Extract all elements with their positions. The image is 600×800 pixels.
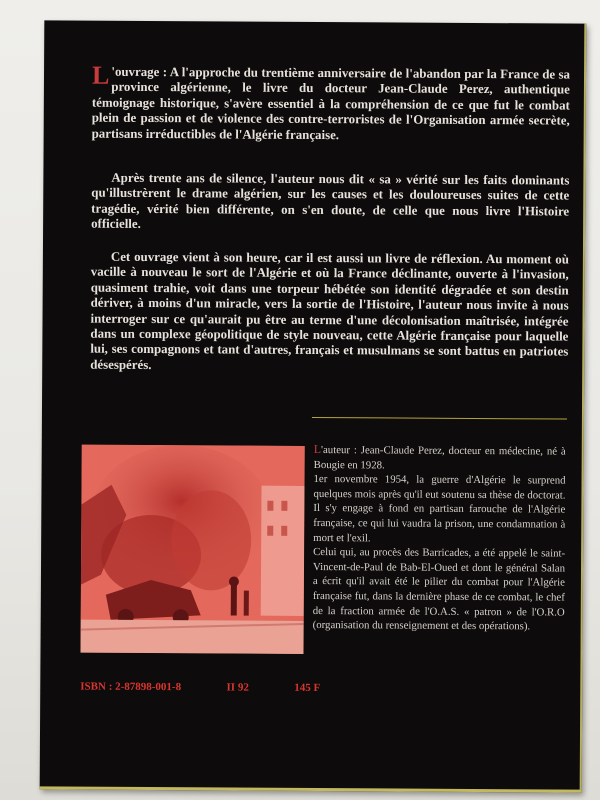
paragraph-reflexion: Cet ouvrage vient à son heure, car il est aussi un livre de réflexion. Au moment où vacille à nouveau le sort de l'Algérie et où la France déclinante, ouverte à l'invasion, quasiment trahie, voit dans une torpeur hébétée son identité dégradée et son destin dériver, à moins d'un miracle, vers la sortie de l'Histoire, l'auteur nous invite à nous interroger sur ce qu'aurait pu être au terme d'une décolonisation maîtrisée, intégrée dans un complexe géopolitique de style nouveau, cette Algérie française pour laquelle lui, ses compagnons et tant d'autres, français et musulmans se sont battus en patriotes désespérés. <box>90 249 569 372</box>
intro-paragraph <box>91 60 571 145</box>
isbn-price-row <box>80 681 320 694</box>
author-bio-war: 1er novembre 1954, la guerre d'Algérie le surprend quelques mois après qu'il eut soutenu sa thèse de doctorat. Il s'y engage à fond en partisan farouche de l'Algérie française, ce qui lui vaudra la prison, une condamnation à mort et l'exil. <box>313 473 566 544</box>
price: 145 F <box>294 681 321 695</box>
catalog-code: II 92 <box>226 681 249 694</box>
isbn-number: ISBN : 2-87898-001-8 <box>80 680 182 694</box>
gold-divider <box>312 417 567 420</box>
book-back-cover <box>40 20 587 792</box>
author-bio-intro <box>314 442 566 474</box>
photo-artwork <box>80 445 304 654</box>
drop-cap-intro: L <box>91 60 110 90</box>
cover-photo-explosion <box>80 445 304 654</box>
author-bio-oas: Celui qui, au procès des Barricades, a été appelé le saint-Vincent-de-Paul de Bab-El-Oued et dont le général Salan a écrit qu'il avait été le pilier du combat pour l'Algérie française fut, dans la dernière phase de ce combat, le chef de la fraction armée de l'O.A.S. « patron » de l'O.R.O (organisation du renseignement et des opérations). <box>312 546 566 633</box>
paragraph-silence: Après trente ans de silence, l'auteur nous dit « sa » vérité sur les faits dominants qu'illustrèrent le drame algérien, sur les causes et les douloureuses suites de cette tragédie, vérité bien différente, on s'en doute, de celle que nous livre l'Histoire officielle. <box>91 170 570 232</box>
drop-cap-author: L <box>313 442 322 457</box>
author-bio-line1: 'auteur : Jean-Claude Perez, docteur en médecine, né à Bougie en 1928. <box>313 444 566 472</box>
author-bio <box>313 442 566 634</box>
intro-text: 'ouvrage : A l'approche du trentième anniversaire de l'abandon par la France de sa province algérienne, le livre du docteur Jean-Claude Perez, authentique témoignage historique, s'avère essentiel à la compréhension de ce que fut le combat plein de passion et de violence des contre-terroristes de l'Organisation armée secrète, partisans irréductibles de l'Algérie française. <box>91 64 571 142</box>
